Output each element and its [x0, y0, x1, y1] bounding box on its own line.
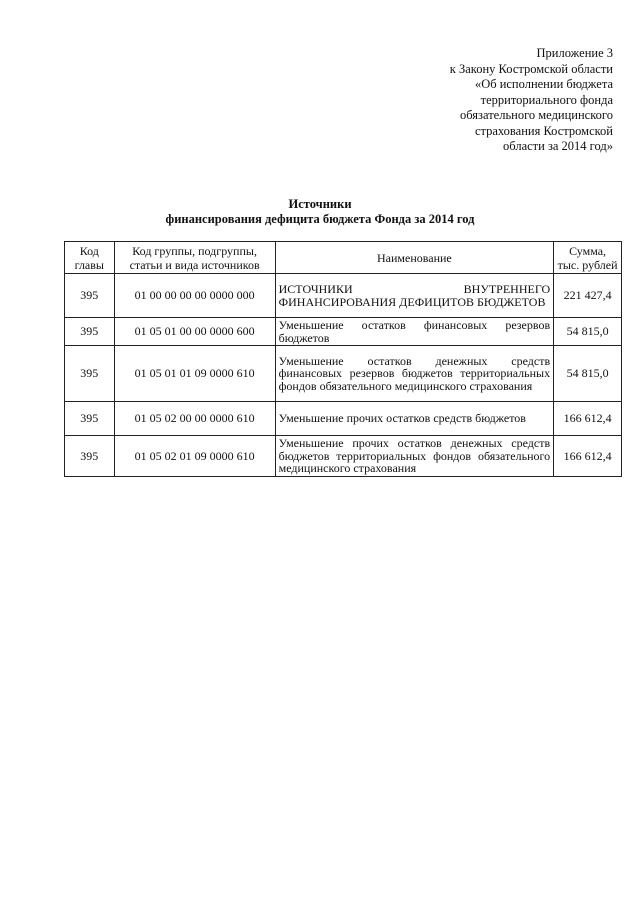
- table-row: [65, 346, 622, 402]
- sources-table: [64, 241, 622, 477]
- title-line-1: Источники: [288, 197, 352, 211]
- document-title: [0, 197, 640, 227]
- table-row: [65, 402, 622, 436]
- table-row: [65, 274, 622, 318]
- cell-name: Уменьшение остатков финансовых резервов бюджетов: [275, 318, 554, 346]
- table-row: [65, 436, 622, 477]
- cell-chapter: 395: [65, 402, 115, 436]
- cell-chapter: 395: [65, 274, 115, 318]
- cell-code: 01 05 01 01 09 0000 610: [114, 346, 275, 402]
- cell-code: 01 05 02 00 00 0000 610: [114, 402, 275, 436]
- appendix-line: обязательного медицинского: [459, 108, 613, 122]
- appendix-line: области за 2014 год»: [503, 139, 613, 153]
- cell-amount: 166 612,4: [554, 402, 622, 436]
- cell-chapter: 395: [65, 318, 115, 346]
- appendix-line: к Закону Костромской области: [449, 61, 613, 76]
- appendix-line: страхования Костромской: [474, 123, 613, 138]
- header-chapter-code: Код главы: [65, 242, 115, 274]
- title-line-2: финансирования дефицита бюджета Фонда за 2014 год: [165, 212, 475, 226]
- cell-amount: 221 427,4: [554, 274, 622, 318]
- cell-chapter: 395: [65, 436, 115, 477]
- cell-code: 01 05 02 01 09 0000 610: [114, 436, 275, 477]
- header-amount: Сумма, тыс. рублей: [554, 242, 622, 274]
- appendix-header: [353, 46, 613, 155]
- header-name: Наименование: [275, 242, 554, 274]
- cell-name: Уменьшение прочих остатков средств бюджетов: [275, 402, 554, 436]
- appendix-line: Приложение 3: [536, 46, 613, 60]
- cell-name: Уменьшение прочих остатков денежных средств бюджетов территориальных фондов обязательного медицинского страхования: [275, 436, 554, 477]
- cell-amount: 54 815,0: [554, 346, 622, 402]
- table-row: [65, 318, 622, 346]
- cell-amount: 54 815,0: [554, 318, 622, 346]
- appendix-line: территориального фонда: [480, 92, 613, 107]
- cell-amount: 166 612,4: [554, 436, 622, 477]
- cell-code: 01 00 00 00 00 0000 000: [114, 274, 275, 318]
- cell-name: Уменьшение остатков денежных средств финансовых резервов бюджетов территориальных фондов обязательного медицинского страхования: [275, 346, 554, 402]
- cell-name: ИСТОЧНИКИ ВНУТРЕННЕГО ФИНАНСИРОВАНИЯ ДЕФИЦИТОВ БЮДЖЕТОВ: [275, 274, 554, 318]
- table-header-row: [65, 242, 622, 274]
- appendix-line: «Об исполнении бюджета: [474, 77, 613, 91]
- cell-code: 01 05 01 00 00 0000 600: [114, 318, 275, 346]
- header-group-code: Код группы, подгруппы, статьи и вида источников: [114, 242, 275, 274]
- cell-chapter: 395: [65, 346, 115, 402]
